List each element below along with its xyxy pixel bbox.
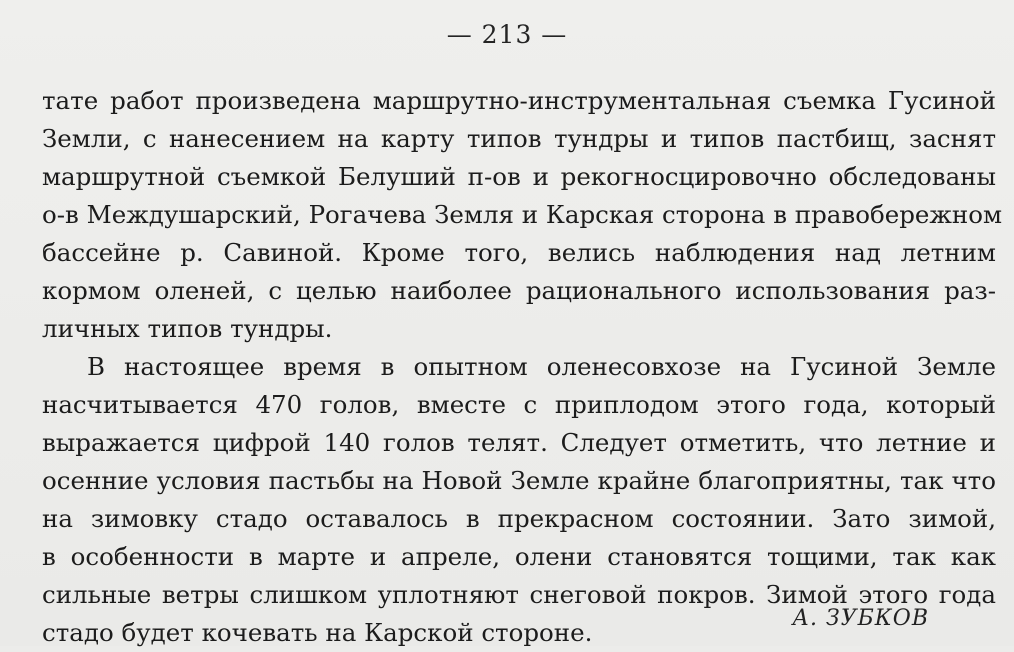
text-line: осенние условия пастьбы на Новой Земле крайне благоприятны, так что bbox=[42, 466, 996, 495]
author-signature: А. ЗУБКОВ bbox=[792, 606, 929, 631]
page-number: — 213 — bbox=[446, 20, 568, 49]
text-line: на зимовку стадо оставалось в прекрасном состоянии. Зато зимой, bbox=[42, 504, 996, 533]
text-line: о-в Междушарский, Рогачева Земля и Карская сторона в правобережном bbox=[42, 200, 1003, 229]
text-line: выражается цифрой 140 голов телят. Следует отметить, что летние и bbox=[42, 428, 996, 457]
text-line: личных типов тундры. bbox=[42, 314, 333, 343]
text-line: в особенности в марте и апреле, олени становятся тощими, так как bbox=[42, 542, 996, 571]
text-line: В настоящее время в опытном оленесовхозе на Гусиной Земле bbox=[87, 352, 996, 381]
article-body bbox=[42, 82, 1003, 652]
text-line: насчитывается 470 голов, вместе с приплодом этого года, который bbox=[42, 390, 996, 419]
text-line: кормом оленей, с целью наиболее рационального использования раз- bbox=[42, 276, 996, 305]
text-line: бассейне р. Савиной. Кроме того, велись наблюдения над летним bbox=[42, 238, 996, 267]
paragraph-1 bbox=[42, 82, 1003, 348]
text-line: маршрутной съемкой Белуший п-ов и рекогносцировочно обследованы bbox=[42, 162, 996, 191]
text-line: Земли, с нанесением на карту типов тундры и типов пастбищ, заснят bbox=[42, 124, 996, 153]
text-line: сильные ветры слишком уплотняют снеговой покров. Зимой этого года bbox=[42, 580, 996, 609]
text-line: стадо будет кочевать на Карской стороне. bbox=[42, 618, 593, 647]
text-line: тате работ произведена маршрутно-инструментальная съемка Гусиной bbox=[42, 86, 996, 115]
